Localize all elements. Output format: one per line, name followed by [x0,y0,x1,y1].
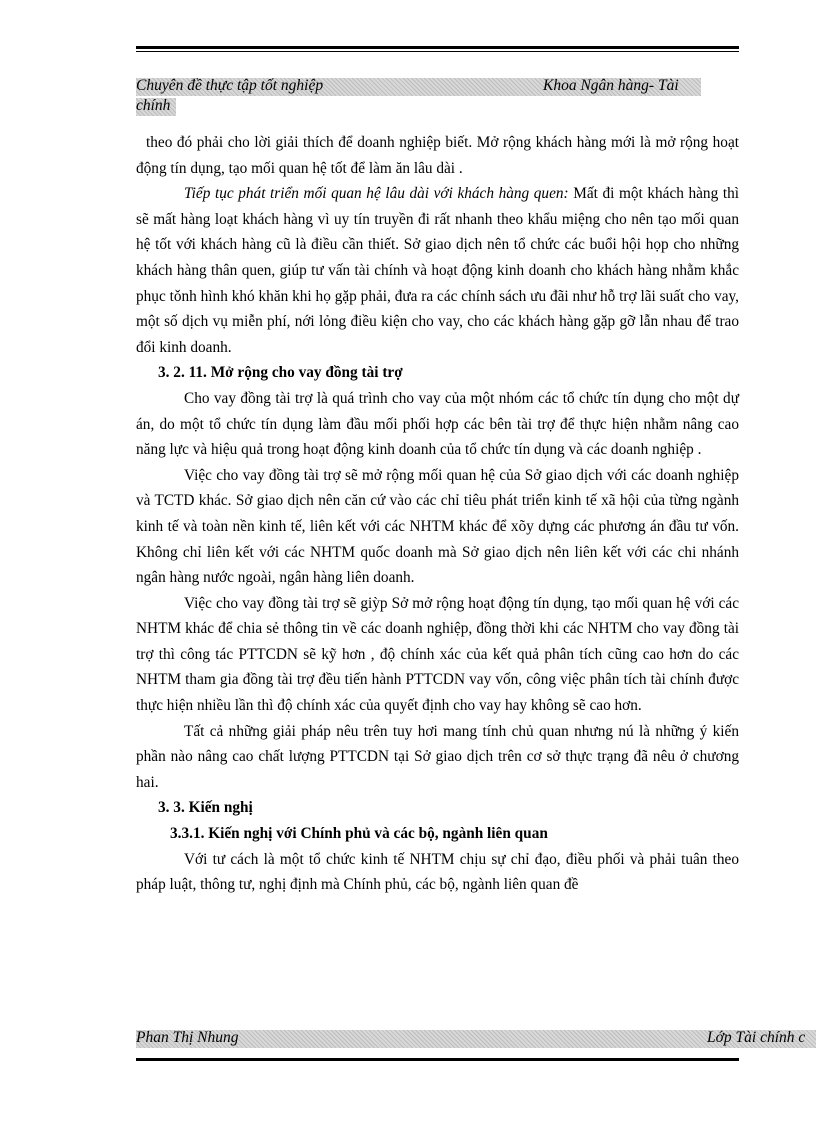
header-rule-thin [136,51,739,52]
footer-author: Phan Thị Nhung [136,1029,239,1046]
header-title-wrap: chính [136,97,171,114]
header-department: Khoa Ngân hàng- Tài [543,77,679,94]
footer-class: Lớp Tài chính c [707,1029,806,1046]
document-body [136,130,739,898]
paragraph-2-lead: Tiếp tục phát triển mối quan hệ lâu dài với khách hàng quen: [184,185,569,203]
paragraph-7: Với tư cách là một tổ chức kinh tế NHTM chịu sự chỉ đạo, điều phối và phải tuân theo pháp luật, thông tư, nghị định mà Chính phủ, các bộ, ngành liên quan đề [136,850,739,894]
header-rule-thick [136,46,739,49]
section-heading-3-3-1: 3.3.1. Kiến nghị với Chính phủ và các bộ, ngành liên quan [170,825,548,843]
section-heading-3-3: 3. 3. Kiến nghị [158,799,253,817]
paragraph-5: Việc cho vay đồng tài trợ sẽ giỳp Sở mở rộng hoạt động tín dụng, tạo mối quan hệ với các NHTM khác để chia sẻ thông tin về các doanh nghiệp, đồng thời khi các NHTM cho vay đồng tài trợ thì công tác PTTCDN sẽ kỹ hơn , độ chính xác của kết quả phân tích cũng cao hơn do các NHTM tham gia đồng tài trợ đều tiến hành PTTCDN vay vốn, công việc phân tích tài chính được thực hiện nhiều lần thì độ chính xác của quyết định cho vay hay không sẽ cao hơn. [136,594,739,715]
footer-rule-thick [136,1058,739,1061]
paragraph-1: theo đó phải cho lời giải thích để doanh nghiệp biết. Mở rộng khách hàng mới là mở rộng hoạt động tín dụng, tạo mối quan hệ tốt để làm ăn lâu dài . [136,134,739,177]
header-title-text: Chuyên đề thực tập tốt nghiệp [136,77,324,94]
paragraph-2 [136,181,739,360]
paragraph-3: Cho vay đồng tài trợ là quá trình cho vay của một nhóm các tổ chức tín dụng cho một dự án, do một tổ chức tín dụng làm đầu mối phối hợp các bên tài trợ để thực hiện nhằm nâng cao năng lực và hiệu quả trong hoạt động kinh doanh của tổ chức tín dụng và các doanh nghiệp . [136,389,739,459]
section-heading-3-2-11: 3. 2. 11. Mở rộng cho vay đồng tài trợ [158,364,403,382]
paragraph-6: Tất cả những giải pháp nêu trên tuy hơi mang tính chủ quan nhưng nú là những ý kiến phần nào nâng cao chất lượng PTTCDN tại Sở giao dịch trên cơ sở thực trạng đã nêu ở chương hai. [136,722,739,791]
paragraph-2-text: Mất đi một khách hàng thì sẽ mất hàng loạt khách hàng vì uy tín truyền đi rất nhanh theo khẩu miệng cho nên tạo mối quan hệ tốt với khách hàng cũ là điều cần thiết. Sở giao dịch nên tổ chức các buổi hội họp cho những khách hàng thân quen, giúp tư vấn tài chính và hoạt động kinh doanh cho khách hàng nhằm khắc phục tǒnh hình khó khăn khi họ gặp phải, đưa ra các chính sách ưu đãi như hỗ trợ lãi suất cho vay, một số dịch vụ miễn phí, nới lỏng điều kiện cho vay, cho các khách hàng gặp gỡ lẫn nhau để trao đổi kinh doanh. [136,185,739,356]
paragraph-4: Việc cho vay đồng tài trợ sẽ mở rộng mối quan hệ của Sở giao dịch với các doanh nghiệp và TCTD khác. Sở giao dịch nên căn cứ vào các chỉ tiêu phát triển kinh tế xã hội của từng ngành kinh tế và toàn nền kinh tế, liên kết với các NHTM khác để xõy dựng các phương án đầu tư vốn. Không chỉ liên kết với các NHTM quốc doanh mà Sở giao dịch nên liên kết với các chi nhánh ngân hàng nước ngoài, ngân hàng liên doanh. [136,466,739,587]
